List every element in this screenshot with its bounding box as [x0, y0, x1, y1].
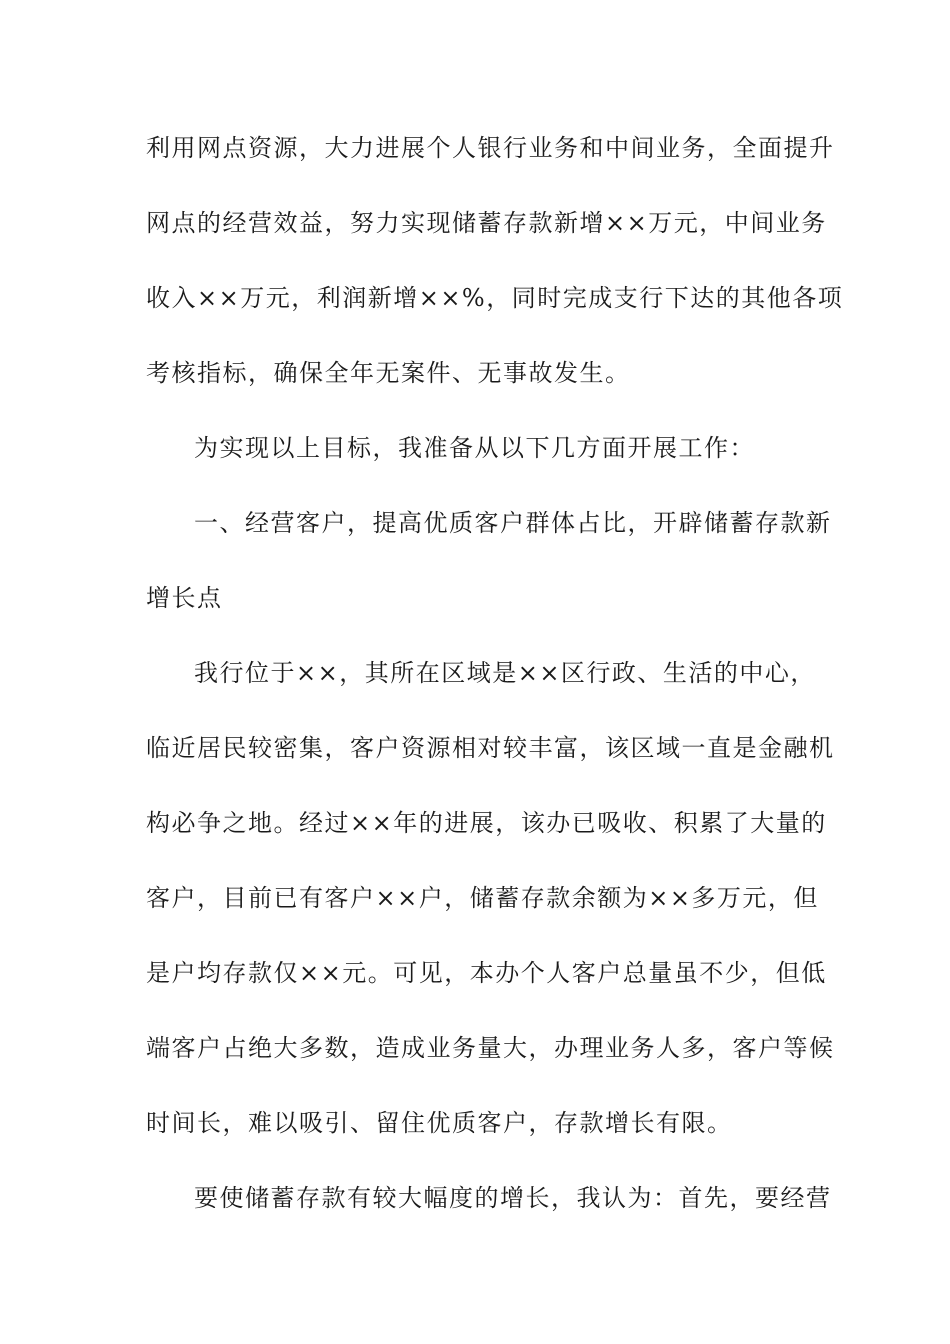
text-line: 构必争之地。经过××年的进展，该办已吸收、积累了大量的: [146, 809, 827, 837]
section-heading-line: 一、经营客户，提高优质客户群体占比，开辟储蓄存款新: [194, 509, 832, 537]
text-line: 要使储蓄存款有较大幅度的增长，我认为：首先，要经营: [194, 1184, 832, 1212]
text-line: 我行位于××，其所在区域是××区行政、生活的中心，: [194, 659, 816, 687]
text-line: 客户，目前已有客户××户，储蓄存款余额为××多万元，但: [146, 884, 819, 912]
text-line: 利用网点资源，大力进展个人银行业务和中间业务，全面提升: [146, 134, 835, 162]
section-heading-line: 增长点: [146, 584, 223, 612]
text-line: 考核指标，确保全年无案件、无事故发生。: [146, 359, 631, 387]
text-line: 是户均存款仅××元。可见，本办个人客户总量虽不少，但低: [146, 959, 827, 987]
text-line: 收入××万元，利润新增××%，同时完成支行下达的其他各项: [146, 284, 844, 312]
text-line: 网点的经营效益，努力实现储蓄存款新增××万元，中间业务: [146, 209, 827, 237]
text-line: 端客户占绝大多数，造成业务量大，办理业务人多，客户等候: [146, 1034, 835, 1062]
text-line: 临近居民较密集，客户资源相对较丰富，该区域一直是金融机: [146, 734, 835, 762]
text-line: 时间长，难以吸引、留住优质客户，存款增长有限。: [146, 1109, 733, 1137]
text-line: 为实现以上目标，我准备从以下几方面开展工作：: [194, 434, 755, 462]
